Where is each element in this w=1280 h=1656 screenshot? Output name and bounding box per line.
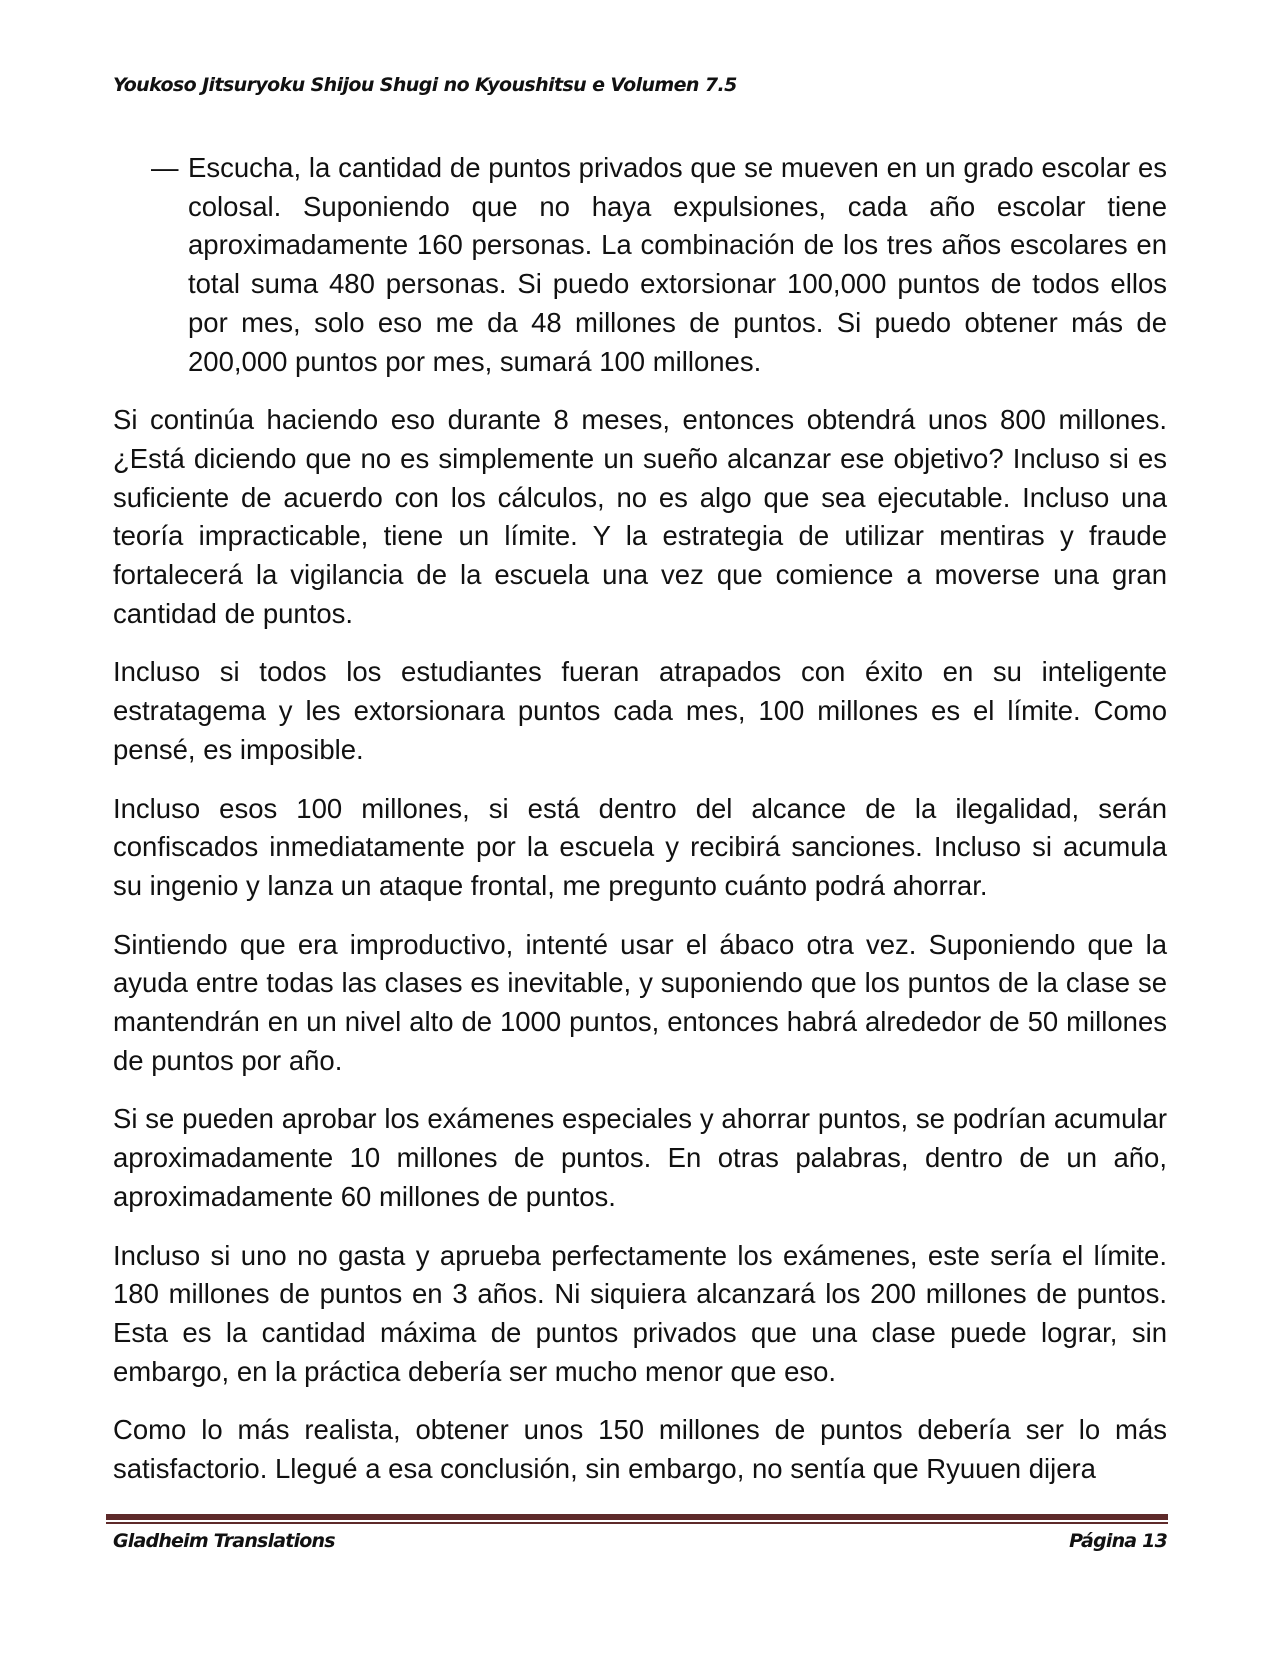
dialogue-dash: — <box>151 152 179 183</box>
footer-credit: Gladheim Translations <box>113 1530 335 1552</box>
dialogue-text: Escucha, la cantidad de puntos privados que se mueven en un grado escolar es colosal. Suponiendo que no haya expulsiones, cada año escolar tiene aproximadamente 160 personas. La combinación de los tres años escolares en total suma 480 personas. Si puedo extorsionar 100,000 puntos de todos ellos por mes, solo eso me da 48 millones de puntos. Si puedo obtener más de 200,000 puntos por mes, sumará 100 millones. <box>188 152 1167 377</box>
paragraph: Sintiendo que era improductivo, intenté usar el ábaco otra vez. Suponiendo que la ayuda entre todas las clases es inevitable, y suponiendo que los puntos de la clase se mantendrán en un nivel alto de 1000 puntos, entonces habrá alrededor de 50 millones de puntos por año. <box>113 928 1167 1076</box>
page-body <box>113 149 1167 1509</box>
paragraph: Incluso esos 100 millones, si está dentro del alcance de la ilegalidad, serán confiscados inmediatamente por la escuela y recibirá sanciones. Incluso si acumula su ingenio y lanza un ataque frontal, me pregunto cuánto podrá ahorrar. <box>113 792 1167 901</box>
page-number: Página 13 <box>1069 1530 1167 1552</box>
paragraph: Si continúa haciendo eso durante 8 meses, entonces obtendrá unos 800 millones. ¿Está diciendo que no es simplemente un sueño alcanzar ese objetivo? Incluso si es suficiente de acuerdo con los cálculos, no es algo que sea ejecutable. Incluso una teoría impracticable, tiene un límite. Y la estrategia de utilizar mentiras y fraude fortalecerá la vigilancia de la escuela una vez que comience a moverse una gran cantidad de puntos. <box>113 404 1167 629</box>
dialogue-paragraph <box>113 149 1167 381</box>
paragraph: Incluso si uno no gasta y aprueba perfectamente los exámenes, este sería el límite. 180 millones de puntos en 3 años. Ni siquiera alcanzará los 200 millones de puntos. Esta es la cantidad máxima de puntos privados que una clase puede lograr, sin embargo, en la práctica debería ser mucho menor que eso. <box>113 1239 1167 1387</box>
paragraph: Si se pueden aprobar los exámenes especiales y ahorrar puntos, se podrían acumular aproximadamente 10 millones de puntos. En otras palabras, dentro de un año, aproximadamente 60 millones de puntos. <box>113 1103 1167 1212</box>
footer-rule-thick <box>106 1514 1168 1520</box>
running-header: Youkoso Jitsuryoku Shijou Shugi no Kyoushitsu e Volumen 7.5 <box>113 74 737 96</box>
paragraph: Como lo más realista, obtener unos 150 millones de puntos debería ser lo más satisfactorio. Llegué a esa conclusión, sin embargo, no sentía que Ryuuen dijera <box>113 1414 1167 1485</box>
paragraph: Incluso si todos los estudiantes fueran atrapados con éxito en su inteligente estratagema y les extorsionara puntos cada mes, 100 millones es el límite. Como pensé, es imposible. <box>113 656 1167 765</box>
footer-rule-thin <box>106 1522 1168 1524</box>
